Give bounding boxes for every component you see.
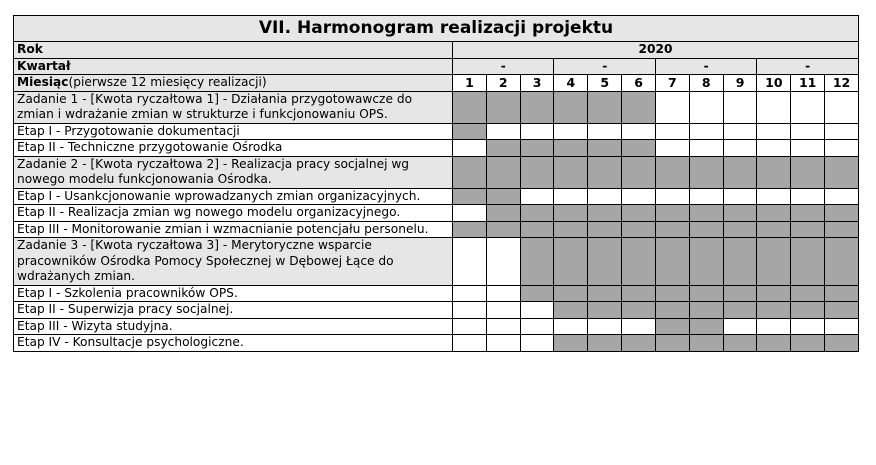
schedule-cell-active <box>825 221 859 238</box>
schedule-cell-empty <box>757 123 791 140</box>
schedule-cell-active <box>791 238 825 286</box>
schedule-cell-active <box>791 156 825 188</box>
schedule-cell-empty <box>554 123 588 140</box>
schedule-cell-active <box>757 335 791 352</box>
stage-row <box>14 221 859 238</box>
schedule-cell-active <box>689 238 723 286</box>
schedule-cell-empty <box>520 188 554 205</box>
schedule-cell-empty <box>791 318 825 335</box>
schedule-cell-empty <box>486 318 520 335</box>
schedule-cell-empty <box>825 318 859 335</box>
stage-label: Etap I - Usankcjonowanie wprowadzanych zmian organizacyjnych. <box>14 188 453 205</box>
schedule-cell-empty <box>588 188 622 205</box>
schedule-cell-active <box>486 156 520 188</box>
quarter-label: Kwartał <box>14 58 453 75</box>
schedule-cell-empty <box>453 335 487 352</box>
stage-row <box>14 285 859 302</box>
schedule-cell-active <box>723 221 757 238</box>
schedule-cell-empty <box>689 188 723 205</box>
schedule-cell-empty <box>689 91 723 123</box>
stage-row <box>14 205 859 222</box>
schedule-cell-active <box>791 335 825 352</box>
stage-label: Etap I - Przygotowanie dokumentacji <box>14 123 453 140</box>
schedule-cell-empty <box>554 318 588 335</box>
stage-label: Etap II - Techniczne przygotowanie Ośrodka <box>14 140 453 157</box>
schedule-cell-active <box>825 302 859 319</box>
schedule-cell-active <box>520 205 554 222</box>
schedule-cell-active <box>757 238 791 286</box>
schedule-cell-empty <box>486 285 520 302</box>
schedule-cell-active <box>588 285 622 302</box>
month-header-11: 11 <box>791 75 825 92</box>
task-row <box>14 238 859 286</box>
schedule-cell-active <box>588 238 622 286</box>
quarter-1: - <box>453 58 554 75</box>
schedule-cell-active <box>757 221 791 238</box>
schedule-cell-active <box>622 335 656 352</box>
schedule-cell-active <box>723 335 757 352</box>
schedule-cell-empty <box>757 91 791 123</box>
month-header-2: 2 <box>486 75 520 92</box>
schedule-cell-active <box>622 221 656 238</box>
schedule-cell-empty <box>791 140 825 157</box>
schedule-cell-active <box>520 156 554 188</box>
schedule-cell-empty <box>791 123 825 140</box>
stage-label: Etap II - Realizacja zmian wg nowego modelu organizacyjnego. <box>14 205 453 222</box>
stage-label: Etap III - Monitorowanie zmian i wzmacnianie potencjału personelu. <box>14 221 453 238</box>
schedule-cell-active <box>723 285 757 302</box>
schedule-cell-active <box>622 238 656 286</box>
schedule-cell-active <box>622 205 656 222</box>
schedule-cell-empty <box>453 140 487 157</box>
schedule-cell-empty <box>486 123 520 140</box>
schedule-cell-active <box>622 156 656 188</box>
schedule-cell-active <box>622 140 656 157</box>
schedule-cell-empty <box>520 318 554 335</box>
month-header-6: 6 <box>622 75 656 92</box>
schedule-cell-active <box>588 335 622 352</box>
schedule-cell-active <box>554 285 588 302</box>
schedule-cell-active <box>655 285 689 302</box>
schedule-cell-active <box>554 205 588 222</box>
month-header-7: 7 <box>655 75 689 92</box>
month-header-1: 1 <box>453 75 487 92</box>
schedule-cell-empty <box>453 285 487 302</box>
month-header-12: 12 <box>825 75 859 92</box>
schedule-cell-active <box>791 221 825 238</box>
schedule-cell-active <box>825 156 859 188</box>
schedule-cell-active <box>689 302 723 319</box>
schedule-cell-active <box>554 156 588 188</box>
schedule-cell-active <box>453 91 487 123</box>
schedule-cell-active <box>453 221 487 238</box>
stage-label: Etap II - Superwizja pracy socjalnej. <box>14 302 453 319</box>
schedule-cell-active <box>825 335 859 352</box>
schedule-cell-active <box>655 221 689 238</box>
schedule-cell-active <box>689 221 723 238</box>
schedule-cell-active <box>791 285 825 302</box>
schedule-cell-active <box>486 205 520 222</box>
task-label: Zadanie 2 - [Kwota ryczałtowa 2] - Realizacja pracy socjalnej wg nowego modelu funkcjonowania Ośrodka. <box>14 156 453 188</box>
schedule-cell-active <box>791 302 825 319</box>
schedule-cell-active <box>554 91 588 123</box>
schedule-cell-empty <box>757 188 791 205</box>
schedule-cell-active <box>655 302 689 319</box>
schedule-cell-active <box>825 205 859 222</box>
schedule-cell-empty <box>655 188 689 205</box>
month-label-bold: Miesiąc <box>17 75 69 89</box>
schedule-cell-active <box>655 156 689 188</box>
schedule-cell-active <box>520 221 554 238</box>
schedule-cell-empty <box>825 188 859 205</box>
stage-row <box>14 123 859 140</box>
schedule-cell-empty <box>520 335 554 352</box>
schedule-cell-active <box>757 302 791 319</box>
schedule-cell-empty <box>655 123 689 140</box>
month-label-note: (pierwsze 12 miesięcy realizacji) <box>68 75 267 89</box>
schedule-cell-empty <box>486 302 520 319</box>
schedule-cell-empty <box>757 318 791 335</box>
month-header-5: 5 <box>588 75 622 92</box>
schedule-cell-active <box>655 318 689 335</box>
month-header-10: 10 <box>757 75 791 92</box>
schedule-cell-active <box>723 302 757 319</box>
schedule-cell-active <box>588 91 622 123</box>
schedule-cell-empty <box>622 123 656 140</box>
stage-row <box>14 302 859 319</box>
schedule-cell-active <box>689 205 723 222</box>
schedule-cell-active <box>723 156 757 188</box>
quarter-2: - <box>554 58 655 75</box>
schedule-cell-empty <box>825 140 859 157</box>
month-header-8: 8 <box>689 75 723 92</box>
schedule-cell-empty <box>486 335 520 352</box>
schedule-cell-empty <box>622 188 656 205</box>
schedule-cell-active <box>655 238 689 286</box>
schedule-cell-empty <box>655 91 689 123</box>
schedule-cell-active <box>520 285 554 302</box>
month-header-3: 3 <box>520 75 554 92</box>
month-header-9: 9 <box>723 75 757 92</box>
schedule-cell-active <box>453 156 487 188</box>
schedule-cell-empty <box>757 140 791 157</box>
schedule-cell-empty <box>791 188 825 205</box>
schedule-cell-active <box>723 238 757 286</box>
schedule-cell-active <box>554 238 588 286</box>
schedule-cell-empty <box>520 123 554 140</box>
schedule-cell-active <box>689 318 723 335</box>
schedule-cell-active <box>554 221 588 238</box>
schedule-cell-active <box>757 156 791 188</box>
schedule-cell-empty <box>723 318 757 335</box>
schedule-cell-empty <box>723 91 757 123</box>
schedule-cell-active <box>588 205 622 222</box>
schedule-cell-active <box>588 156 622 188</box>
schedule-cell-empty <box>453 238 487 286</box>
schedule-cell-active <box>622 91 656 123</box>
schedule-cell-empty <box>723 123 757 140</box>
schedule-cell-active <box>520 91 554 123</box>
schedule-title: VII. Harmonogram realizacji projektu <box>14 16 859 42</box>
schedule-cell-empty <box>689 140 723 157</box>
schedule-cell-active <box>689 285 723 302</box>
schedule-cell-empty <box>689 123 723 140</box>
year-label: Rok <box>14 42 453 59</box>
month-label <box>14 75 453 92</box>
stage-row <box>14 188 859 205</box>
schedule-cell-active <box>791 205 825 222</box>
month-header-4: 4 <box>554 75 588 92</box>
schedule-cell-active <box>622 302 656 319</box>
schedule-cell-active <box>486 91 520 123</box>
schedule-cell-empty <box>453 205 487 222</box>
schedule-cell-active <box>757 285 791 302</box>
month-row <box>14 75 859 92</box>
schedule-cell-active <box>689 156 723 188</box>
schedule-cell-active <box>588 302 622 319</box>
schedule-cell-active <box>486 188 520 205</box>
stage-label: Etap I - Szkolenia pracowników OPS. <box>14 285 453 302</box>
title-row <box>14 16 859 42</box>
schedule-cell-active <box>486 221 520 238</box>
schedule-cell-empty <box>588 123 622 140</box>
schedule-cell-active <box>554 302 588 319</box>
schedule-cell-active <box>655 205 689 222</box>
schedule-cell-active <box>554 140 588 157</box>
schedule-cell-empty <box>825 91 859 123</box>
quarter-3: - <box>655 58 756 75</box>
schedule-cell-empty <box>554 188 588 205</box>
schedule-cell-empty <box>453 302 487 319</box>
schedule-cell-active <box>453 123 487 140</box>
task-row <box>14 156 859 188</box>
schedule-cell-empty <box>588 318 622 335</box>
schedule-cell-active <box>588 221 622 238</box>
schedule-cell-active <box>486 140 520 157</box>
schedule-cell-active <box>554 335 588 352</box>
schedule-cell-active <box>655 335 689 352</box>
schedule-cell-active <box>453 188 487 205</box>
stage-row <box>14 140 859 157</box>
schedule-table <box>13 15 859 352</box>
schedule-cell-empty <box>825 123 859 140</box>
schedule-cell-active <box>588 140 622 157</box>
schedule-cell-active <box>520 238 554 286</box>
schedule-cell-active <box>622 285 656 302</box>
schedule-cell-empty <box>723 140 757 157</box>
schedule-cell-active <box>825 238 859 286</box>
year-row <box>14 42 859 59</box>
schedule-cell-active <box>723 205 757 222</box>
quarter-4: - <box>757 58 859 75</box>
task-label: Zadanie 3 - [Kwota ryczałtowa 3] - Merytoryczne wsparcie pracowników Ośrodka Pomocy Społecznej w Dębowej Łące do wdrażanych zmian. <box>14 238 453 286</box>
task-label: Zadanie 1 - [Kwota ryczałtowa 1] - Działania przygotowawcze do zmian i wdrażanie zmian w strukturze i funkcjonowaniu OPS. <box>14 91 453 123</box>
stage-row <box>14 318 859 335</box>
schedule-cell-empty <box>622 318 656 335</box>
stage-row <box>14 335 859 352</box>
schedule-cell-active <box>757 205 791 222</box>
schedule-cell-active <box>689 335 723 352</box>
schedule-cell-empty <box>520 302 554 319</box>
year-value: 2020 <box>453 42 859 59</box>
schedule-cell-active <box>520 140 554 157</box>
quarter-row <box>14 58 859 75</box>
stage-label: Etap IV - Konsultacje psychologiczne. <box>14 335 453 352</box>
schedule-cell-active <box>825 285 859 302</box>
schedule-cell-empty <box>453 318 487 335</box>
stage-label: Etap III - Wizyta studyjna. <box>14 318 453 335</box>
schedule-cell-empty <box>791 91 825 123</box>
task-row <box>14 91 859 123</box>
schedule-cell-empty <box>655 140 689 157</box>
schedule-cell-empty <box>723 188 757 205</box>
schedule-cell-empty <box>486 238 520 286</box>
